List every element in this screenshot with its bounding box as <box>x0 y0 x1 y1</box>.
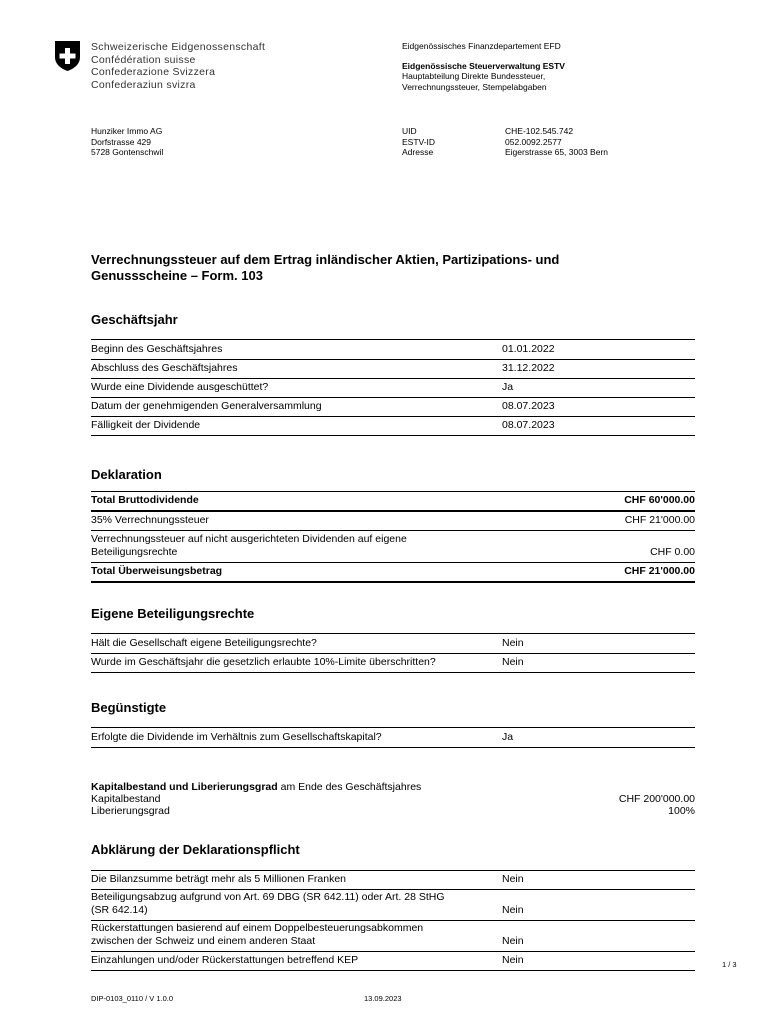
row-label: Total Bruttodividende <box>91 494 199 506</box>
row-label: Datum der genehmigenden Generalversammlung <box>91 400 322 412</box>
kapital-label: Kapitalbestand <box>91 793 161 805</box>
row-label: Die Bilanzsumme beträgt mehr als 5 Millionen Franken <box>91 873 347 885</box>
row-value: Ja <box>502 381 514 393</box>
row-label: Beginn des Geschäftsjahres <box>91 343 223 355</box>
liberierung-label: Liberierungsgrad <box>91 805 170 817</box>
logo-line-de: Schweizerische Eidgenossenschaft <box>91 41 266 53</box>
row-value: 31.12.2022 <box>502 362 555 374</box>
id-values <box>505 126 608 158</box>
row-value: 08.07.2023 <box>502 400 555 412</box>
table-row <box>91 634 695 654</box>
address-value: Eigerstrasse 65, 3003 Bern <box>505 147 609 157</box>
address-label: Adresse <box>402 147 434 157</box>
row-value: Ja <box>502 731 514 743</box>
table-row <box>91 653 695 673</box>
section-heading-geschaeftsjahr: Geschäftsjahr <box>91 312 178 327</box>
row-label-line-1: Beteiligungsabzug aufgrund von Art. 69 DBG (SR 642.11) oder Art. 28 StHG <box>91 891 445 903</box>
row-label <box>91 533 407 559</box>
kapital-heading-bold: Kapitalbestand und Liberierungsgrad <box>91 781 278 793</box>
row-label: Wurde eine Dividende ausgeschüttet? <box>91 381 269 393</box>
agency-sub-2: Verrechnungssteuer, Stempelabgaben <box>402 81 547 92</box>
row-value: Nein <box>502 873 524 885</box>
row-label-line-1: Verrechnungssteuer auf nicht ausgerichteten Dividenden auf eigene <box>91 533 407 545</box>
id-labels <box>402 126 435 158</box>
row-amount: CHF 60'000.00 <box>624 494 695 506</box>
uid-label: UID <box>402 126 417 136</box>
table-row <box>91 397 695 417</box>
row-label-line-1: Rückerstattungen basierend auf einem Doppelbesteuerungsabkommen <box>91 922 424 934</box>
logo-line-fr: Confédération suisse <box>91 53 196 66</box>
title-line-1: Verrechnungssteuer auf dem Ertrag inländischer Aktien, Partizipations- und <box>91 252 560 267</box>
table-row <box>91 359 695 379</box>
table-row <box>91 728 695 748</box>
section-heading-beguenstigte: Begünstigte <box>91 700 167 715</box>
row-value: Nein <box>502 904 524 916</box>
logo-text <box>91 41 265 91</box>
row-value: 01.01.2022 <box>502 343 555 355</box>
page-number: 1 / 3 <box>722 960 737 969</box>
footer-date: 13.09.2023 <box>364 994 402 1003</box>
company-city: 5728 Gontenschwil <box>91 147 164 157</box>
document-title <box>91 252 691 284</box>
estv-id-value: 052.0092.2577 <box>505 136 562 147</box>
uid-value: CHE-102.545.742 <box>505 126 574 136</box>
kapital-row <box>91 793 695 805</box>
row-label: Einzahlungen und/oder Rückerstattungen betreffend KEP <box>91 954 359 966</box>
company-name: Hunziker Immo AG <box>91 126 163 136</box>
row-value: Nein <box>502 637 524 649</box>
liberierung-value: 100% <box>668 805 695 817</box>
row-amount: CHF 0.00 <box>650 546 695 558</box>
section-heading-deklaration: Deklaration <box>91 467 162 482</box>
row-label <box>91 922 423 948</box>
liberierung-row <box>91 805 695 817</box>
table-row <box>91 340 695 360</box>
table-row <box>91 378 695 398</box>
estv-id-label: ESTV-ID <box>402 136 436 147</box>
row-label: Erfolgte die Dividende im Verhältnis zum Gesellschaftskapital? <box>91 731 382 743</box>
logo-line-rm: Confederaziun svizra <box>91 78 196 91</box>
agency-name: Eidgenössische Steuerverwaltung ESTV <box>402 60 565 71</box>
row-label: Abschluss des Geschäftsjahres <box>91 362 238 374</box>
kapital-value: CHF 200'000.00 <box>618 793 695 805</box>
row-label: Hält die Gesellschaft eigene Beteiligungsrechte? <box>91 637 317 649</box>
table-row <box>91 952 695 971</box>
row-value: Nein <box>502 954 524 966</box>
footer-code: DIP-0103_0110 / V 1.0.0 <box>91 994 174 1003</box>
row-label: Total Überweisungsbetrag <box>91 565 223 577</box>
table-row <box>91 890 695 921</box>
section-heading-eigene-beteiligungsrechte: Eigene Beteiligungsrechte <box>91 606 255 621</box>
row-label: Fälligkeit der Dividende <box>91 419 201 431</box>
row-value: 08.07.2023 <box>502 419 555 431</box>
table-row <box>91 512 695 531</box>
kapital-heading <box>91 781 695 793</box>
section-heading-abklaerung: Abklärung der Deklarationspflicht <box>91 842 300 857</box>
title-line-2: Genussscheine – Form. 103 <box>91 268 263 283</box>
row-label-line-2: (SR 642.14) <box>91 904 148 916</box>
company-address <box>91 126 163 158</box>
department-name: Eidgenössisches Finanzdepartement EFD <box>402 41 561 51</box>
row-label: 35% Verrechnungssteuer <box>91 514 209 526</box>
kapital-heading-rest: am Ende des Geschäftsjahres <box>277 781 422 793</box>
row-label-line-2: Beteiligungsrechte <box>91 546 178 558</box>
row-amount: CHF 21'000.00 <box>624 514 695 526</box>
kapital-block <box>91 781 695 817</box>
row-label <box>91 891 445 917</box>
table-row <box>91 416 695 436</box>
table-row-total-brutto <box>91 492 695 512</box>
row-value: Nein <box>502 656 524 668</box>
department-block <box>402 41 565 92</box>
row-label-line-2: zwischen der Schweiz und einem anderen Staat <box>91 935 316 947</box>
table-row <box>91 921 695 952</box>
table-row <box>91 871 695 890</box>
row-value: Nein <box>502 935 524 947</box>
agency-sub-1: Hauptabteilung Direkte Bundessteuer, <box>402 71 546 81</box>
table-row-total-ueberweisung <box>91 563 695 583</box>
company-street: Dorfstrasse 429 <box>91 136 151 147</box>
row-label: Wurde im Geschäftsjahr die gesetzlich erlaubte 10%-Limite überschritten? <box>91 656 436 668</box>
logo-line-it: Confederazione Svizzera <box>91 66 216 78</box>
swiss-shield-logo-icon <box>54 40 81 72</box>
table-row <box>91 531 695 563</box>
row-amount: CHF 21'000.00 <box>624 565 695 577</box>
